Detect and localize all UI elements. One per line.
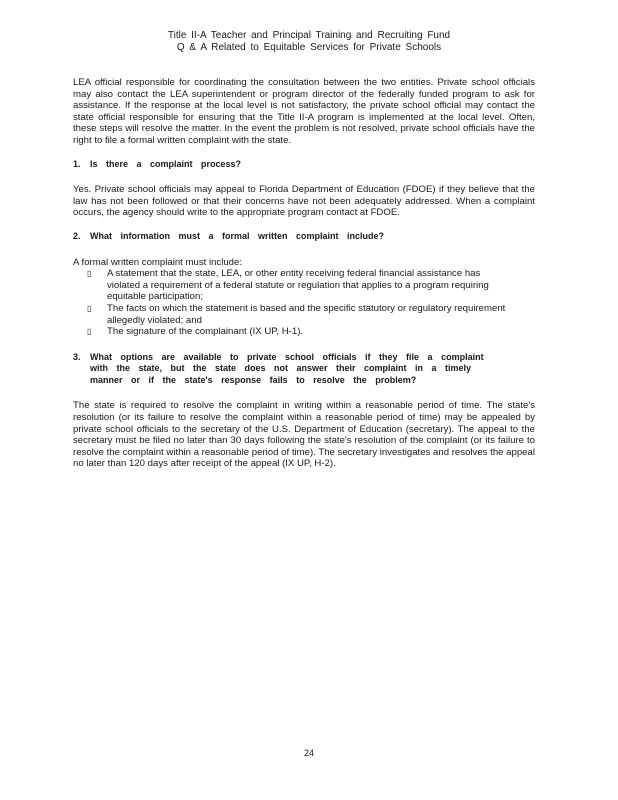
question-text: Is there a complaint process?	[90, 158, 242, 169]
answer-2-intro: A formal written complaint must include:	[73, 256, 243, 268]
answer-3: The state is required to resolve the complaint in writing within a reasonable period of time. The state's resolution (or its failure to resolve the complaint within a reasonable period of time) may be appealed by private school officials to the secretary of the U.S. Department of Education (secretary). The appeal to the secretary must be filed no later than 30 days following the state's resolution of the complaint (or its failure to resolve the complaint within a reasonable period of time). The secretary investigates and resolves the appeal no later than 120 days after receipt of the appeal (IX UP, H-2).	[73, 400, 535, 470]
bullet-box-icon: ▯	[87, 327, 92, 337]
list-item	[87, 303, 535, 326]
list-item-text: The facts on which the statement is based and the specific statutory or regulatory requirement allegedly violated; and	[107, 302, 506, 326]
header-title-line-2: Q & A Related to Equitable Services for Private Schools	[176, 42, 442, 53]
list-item-text: The signature of the complainant (IX UP, H-1).	[107, 326, 304, 338]
header-title-line-1: Title II-A Teacher and Principal Training and Recruiting Fund	[167, 30, 451, 41]
page-header	[0, 30, 618, 54]
page-number: 24	[303, 748, 314, 758]
question-3	[73, 352, 535, 387]
question-1	[73, 159, 535, 171]
bullet-box-icon: ▯	[87, 269, 92, 279]
answer-1: Yes. Private school officials may appeal to Florida Department of Education (FDOE) if they believe that the law has not been followed or that their concerns have not been adequately addressed. When a complaint occurs, the agency should write to the appropriate program contact at FDOE.	[73, 184, 535, 219]
question-number: 3.	[73, 351, 81, 362]
question-number: 2.	[73, 230, 81, 241]
question-number: 1.	[73, 158, 81, 169]
intro-paragraph: LEA official responsible for coordinating the consultation between the two entities. Private school officials may also contact the LEA superintendent or program director of the federally funded program to ask for assistance. If the response at the local level is not satisfactory, the private school official may contact the state official responsible for ensuring that the Title II-A program is implemented at the local level. Often, these steps will resolve the matter. In the event the problem is not resolved, private school officials have the right to file a formal written complaint with the state.	[73, 77, 535, 146]
bullet-box-icon: ▯	[87, 303, 92, 313]
question-2	[73, 231, 535, 243]
list-item-text: A statement that the state, LEA, or other entity receiving federal financial assistance has violated a requirement of a federal statute or regulation that applies to a program requiring equitable participation;	[107, 268, 489, 303]
complaint-requirements-list	[73, 268, 535, 338]
list-item	[87, 326, 535, 338]
list-item	[87, 268, 535, 303]
question-text: What information must a formal written complaint include?	[90, 230, 385, 241]
question-text: What options are available to private school officials if they file a complaint with the state, but the state does not answer their complaint in a timely manner or if the state's response fails to resolve the problem?	[90, 351, 484, 385]
page-body	[73, 77, 535, 482]
